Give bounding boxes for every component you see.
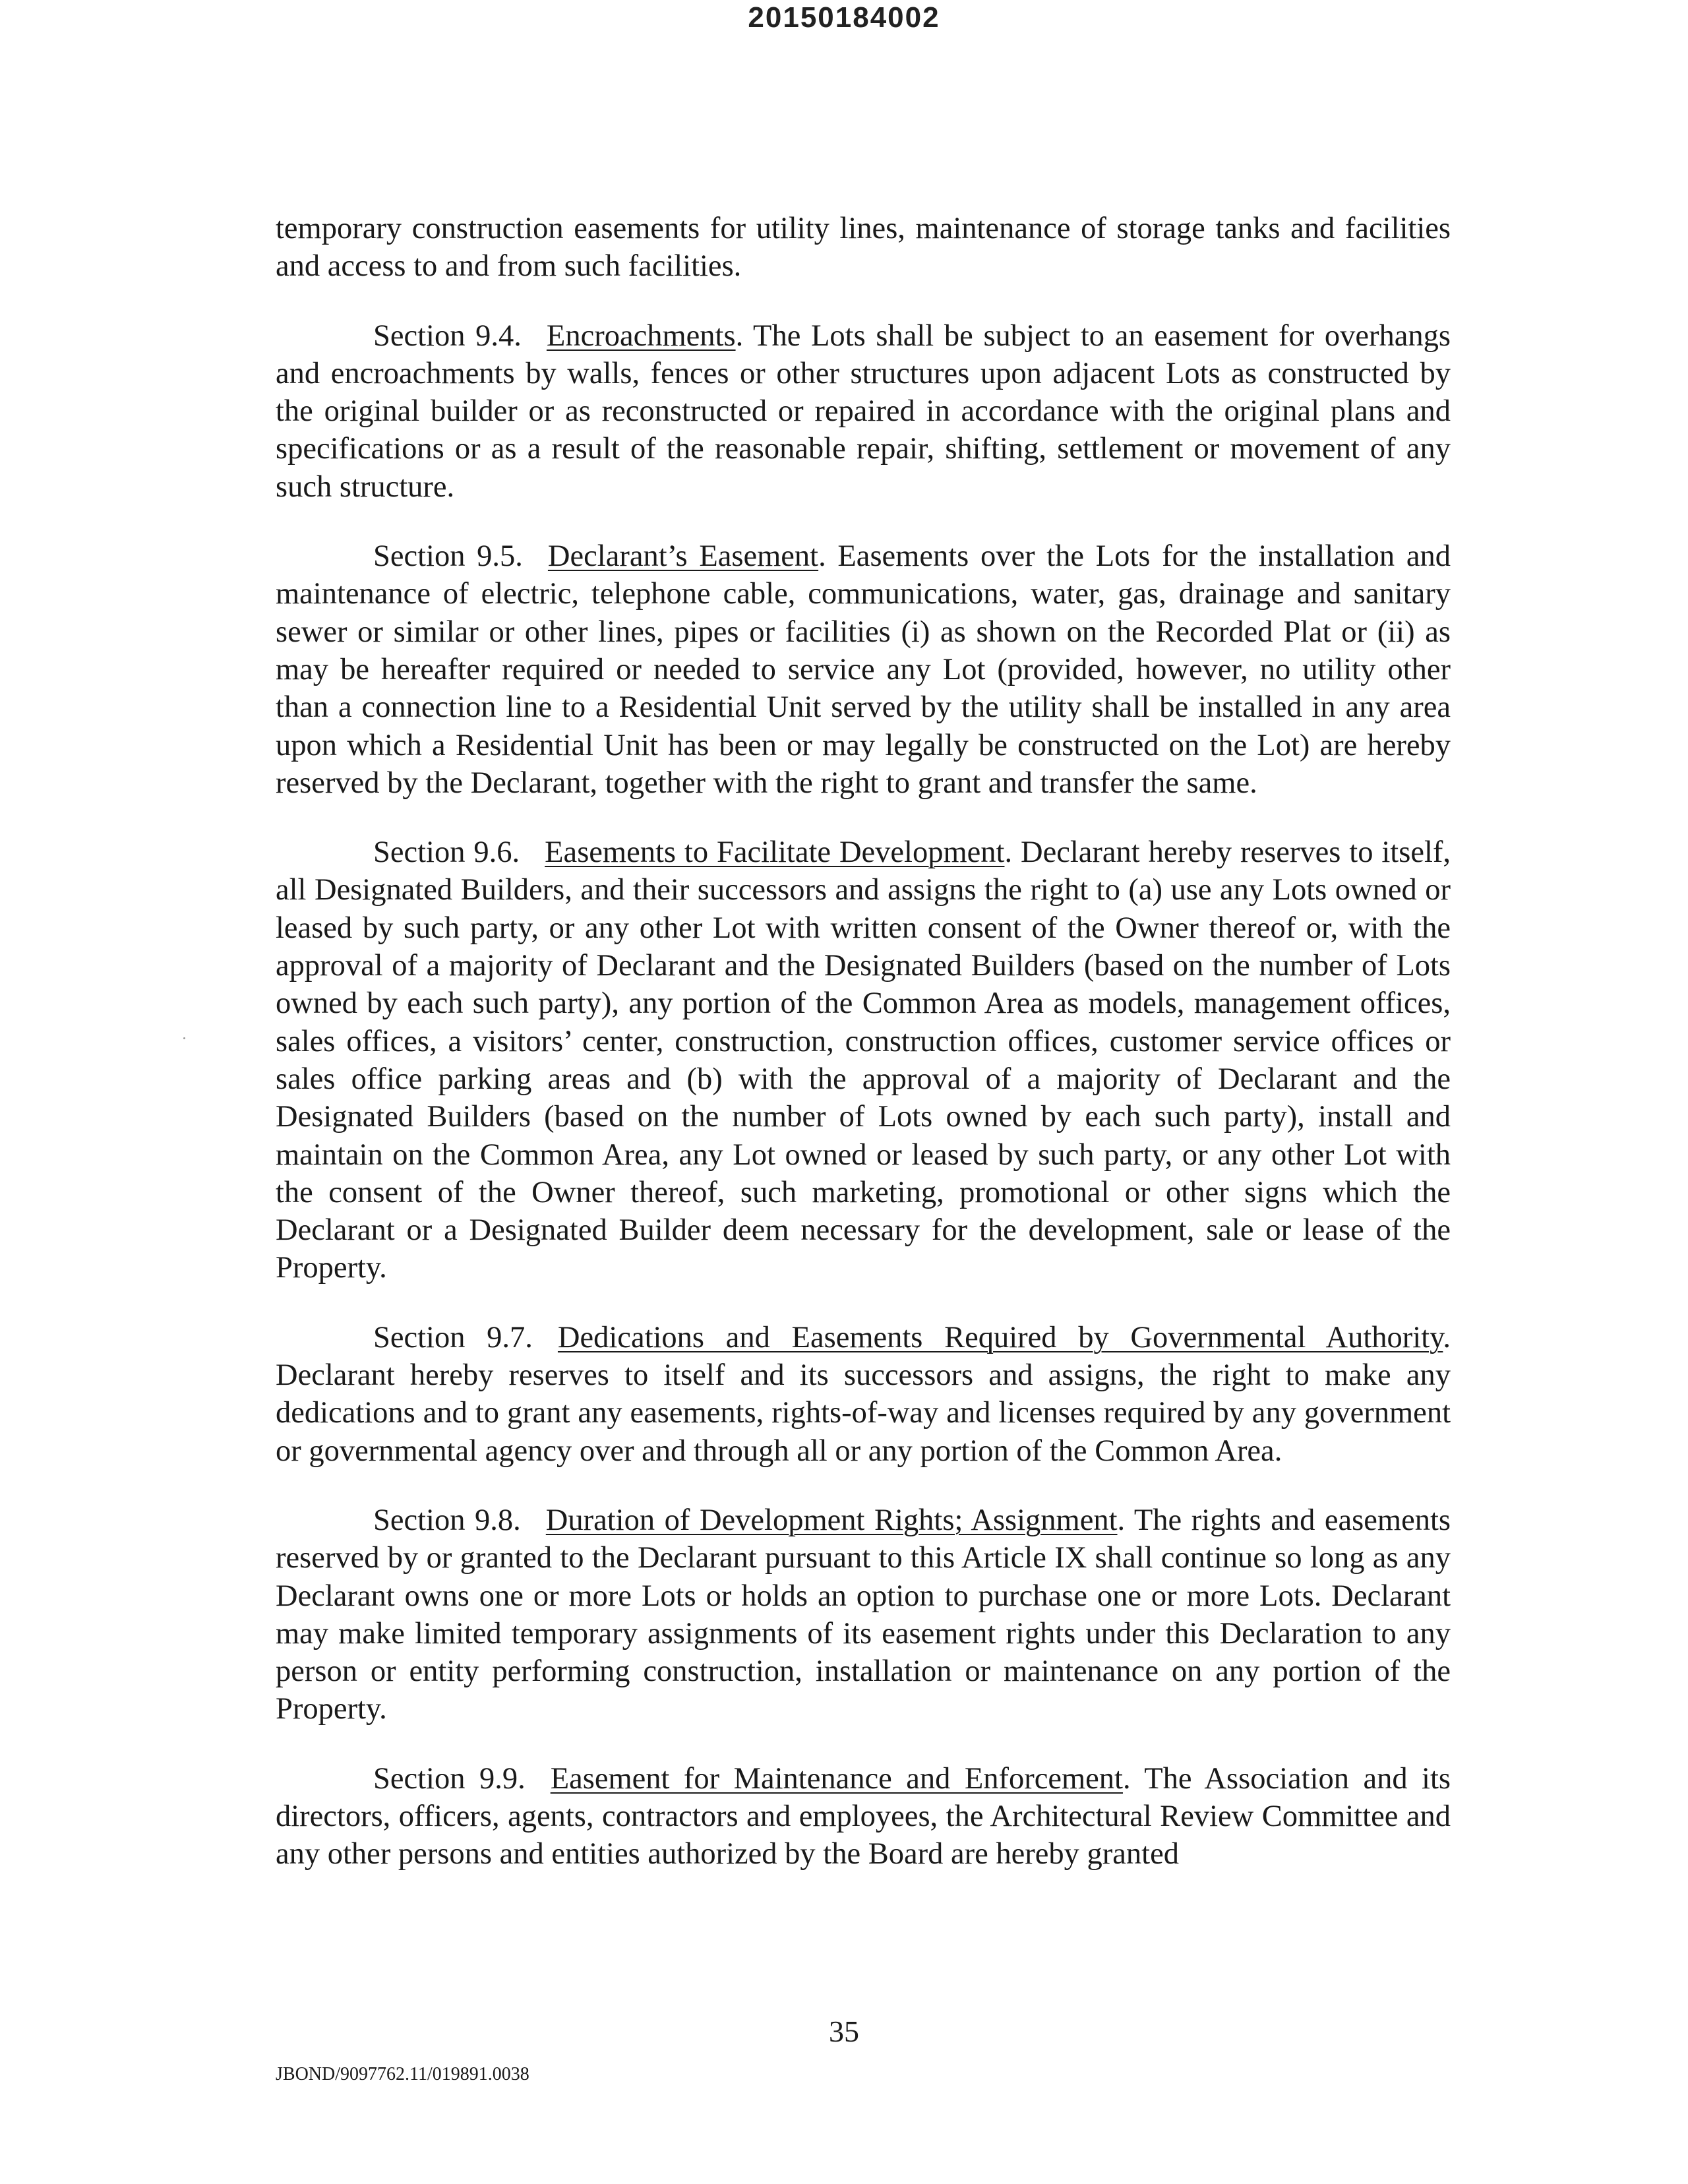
section-9-8	[276, 1502, 1451, 1728]
section-9-9	[276, 1760, 1451, 1873]
continuation-paragraph: temporary construction easements for utility lines, maintenance of storage tanks and facilities and access to and from such facilities.	[276, 212, 1451, 284]
footer-document-id: JBOND/9097762.11/019891.0038	[276, 2064, 529, 2084]
scan-speck	[183, 1037, 185, 1039]
section-heading: Easement for Maintenance and Enforcement	[550, 1761, 1123, 1796]
page-number: 35	[829, 2015, 859, 2048]
section-label: Section 9.9.	[373, 1761, 526, 1796]
section-9-6	[276, 834, 1451, 1287]
section-label: Section 9.8.	[373, 1503, 521, 1537]
section-body: . The rights and easements reserved by or granted to the Declarant pursuant to this Article IX shall continue so long as any Declarant owns one or more Lots or holds an option to purchase one or more Lots. Declarant may make limited temporary assignments of its easement rights under this Declaration to any person or entity performing construction, installation or maintenance on any portion of the Property.	[276, 1503, 1451, 1726]
section-label: Section 9.6.	[373, 835, 520, 870]
document-number: 20150184002	[748, 1, 940, 34]
section-9-5	[276, 537, 1451, 802]
section-9-7	[276, 1319, 1451, 1470]
document-body	[276, 210, 1451, 1905]
section-body: . The Association and its directors, officers, agents, contractors and employees, the Architectural Review Committee and any other persons and entities authorized by the Board are hereby granted	[276, 1761, 1451, 1871]
section-body: . Declarant hereby reserves to itself and its successors and assigns, the right to make any dedications and to grant any easements, rights-of-way and licenses required by any government or governmental agency over and through all or any portion of the Common Area.	[276, 1320, 1451, 1468]
section-heading: Easements to Facilitate Development	[545, 835, 1005, 870]
section-heading: Declarant’s Easement	[547, 539, 819, 574]
section-body: . Easements over the Lots for the installation and maintenance of electric, telephone cable, communications, water, gas, drainage and sanitary sewer or similar or other lines, pipes or facilities (i) as shown on the Recorded Plat or (ii) as may be hereafter required or needed to service any Lot (provided, however, no utility other than a connection line to a Residential Unit served by the utility shall be installed in any area upon which a Residential Unit has been or may legally be constructed on the Lot) are hereby reserved by the Declarant, together with the right to grant and transfer the same.	[276, 539, 1451, 800]
section-label: Section 9.5.	[373, 539, 523, 574]
section-heading: Duration of Development Rights; Assignment	[545, 1503, 1118, 1537]
section-label: Section 9.4.	[373, 318, 522, 353]
section-label: Section 9.7.	[373, 1320, 533, 1354]
section-body: . The Lots shall be subject to an easement for overhangs and encroachments by walls, fences or other structures upon adjacent Lots as constructed by the original builder or as reconstructed or repaired in accordance with the original plans and specifications or as a result of the reasonable repair, shifting, settlement or movement of any such structure.	[276, 318, 1451, 504]
section-heading: Dedications and Easements Required by Governmental Authority	[557, 1320, 1443, 1354]
section-heading: Encroachments	[546, 318, 736, 353]
section-9-4	[276, 317, 1451, 506]
section-body: . Declarant hereby reserves to itself, all Designated Builders, and their successors and assigns the right to (a) use any Lots owned or leased by such party, or any other Lot with written consent of the Owner thereof or, with the approval of a majority of Declarant and the Designated Builders (based on the number of Lots owned by each such party), any portion of the Common Area as models, management offices, sales offices, a visitors’ center, construction, construction offices, customer service offices or sales office parking areas and (b) with the approval of a majority of Declarant and the Designated Builders (based on the number of Lots owned by each such party), install and maintain on the Common Area, any Lot owned or leased by such party, or any other Lot with the consent of the Owner thereof, such marketing, promotional or other signs which the Declarant or a Designated Builder deem necessary for the development, sale or lease of the Property.	[276, 835, 1451, 1285]
